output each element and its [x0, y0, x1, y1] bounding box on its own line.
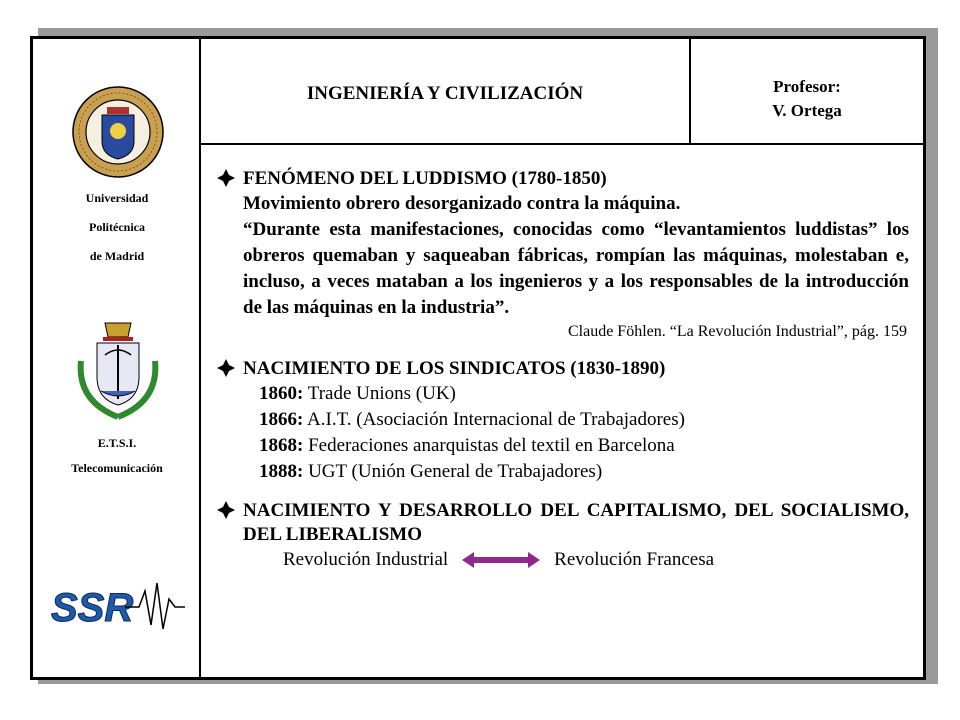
university-line1: Universidad [85, 191, 149, 205]
right-term: Revolución Francesa [554, 549, 715, 570]
professor-block [691, 75, 923, 123]
heading-text: NACIMIENTO DE LOS SINDICATOS (1830-1890) [243, 358, 666, 379]
union-text: A.I.T. (Asociación Internacional de Trabajadores) [307, 409, 685, 430]
union-year: 1860: [259, 383, 304, 404]
sidebar [33, 39, 201, 677]
heading-text: NACIMIENTO Y DESARROLLO DEL CAPITALISMO, DEL SOCIALISMO, DEL LIBERALISMO [243, 500, 909, 545]
main-content [213, 157, 909, 573]
page-title: INGENIERÍA Y CIVILIZACIÓN [306, 83, 584, 104]
slide-frame [30, 36, 926, 680]
union-year: 1866: [259, 409, 304, 430]
university-line3: de Madrid [89, 249, 145, 263]
left-term: Revolución Industrial [283, 549, 449, 570]
double-arrow-icon [462, 552, 540, 568]
union-item [213, 459, 909, 485]
luddism-quote: “Durante esta manifestaciones, conocidas como “levantamientos luddistas” los obreros quemaban y saqueaban fábricas, rompían las máquinas, molestaban e, incluso, a veces mataban a los ingenieros y a los responsables de la introducción de las máquinas en la industria”. [243, 219, 909, 318]
section-heading-unions [213, 357, 909, 381]
diamond-bullet-icon [217, 169, 235, 187]
revolution-relation [213, 547, 909, 573]
union-text: Trade Unions (UK) [307, 383, 456, 404]
diamond-bullet-icon [217, 359, 235, 377]
school-line2: Telecomunicación [71, 461, 163, 475]
header [201, 39, 923, 145]
luddism-citation: Claude Föhlen. “La Revolución Industrial”, pág. 159 [567, 323, 907, 340]
school-line1: E.T.S.I. [97, 436, 137, 450]
union-text: Federaciones anarquistas del textil en Barcelona [308, 435, 675, 456]
section-heading-luddism [213, 167, 909, 191]
upm-seal-icon [71, 85, 165, 179]
ssr-logo-text: SSR [51, 586, 134, 630]
section-heading-capitalism [213, 499, 909, 547]
diamond-bullet-icon [217, 501, 235, 519]
heading-text: FENÓMENO DEL LUDDISMO (1780-1850) [243, 168, 607, 189]
luddism-subtitle: Movimiento obrero desorganizado contra la máquina. [243, 193, 681, 214]
professor-name: V. Ortega [772, 101, 842, 120]
ssr-logo-icon [47, 577, 187, 633]
union-year: 1868: [259, 435, 304, 456]
professor-label: Profesor: [773, 77, 841, 96]
union-item [213, 407, 909, 433]
union-text: UGT (Unión General de Trabajadores) [308, 461, 603, 482]
union-year: 1888: [259, 461, 304, 482]
university-line2: Politécnica [89, 220, 145, 234]
union-item [213, 381, 909, 407]
etsit-crest-icon [75, 321, 161, 421]
union-item [213, 433, 909, 459]
